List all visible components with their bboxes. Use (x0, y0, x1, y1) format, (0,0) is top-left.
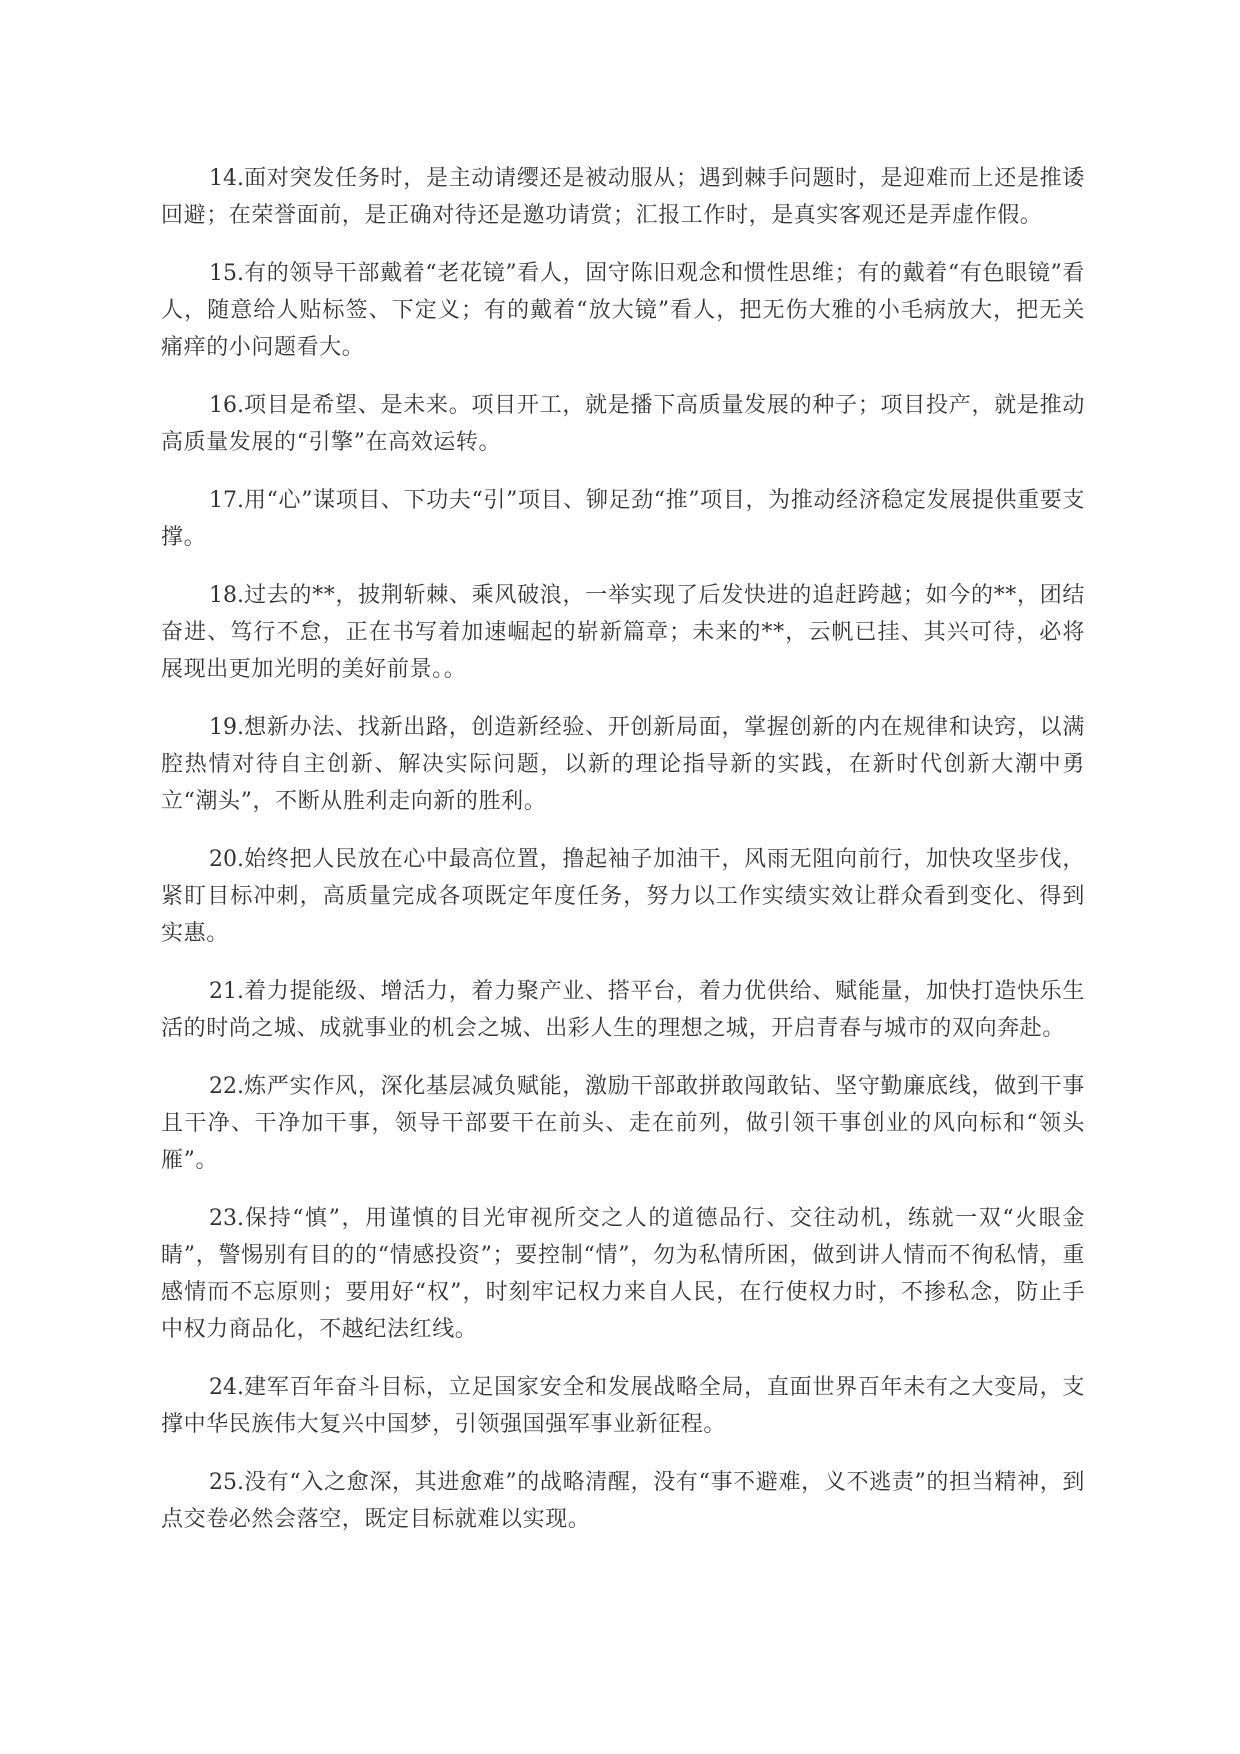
paragraph-number: 14. (209, 166, 244, 191)
paragraph-number: 22. (209, 1074, 244, 1099)
paragraph-text: 项目是希望、是未来。项目开工，就是播下高质量发展的种子；项目投产，就是推动高质量发展的“引擎”在高效运转。 (161, 393, 1085, 455)
paragraph-24 (161, 1369, 1085, 1443)
document-body (161, 160, 1085, 1559)
paragraph-15 (161, 255, 1085, 366)
paragraph-number: 24. (209, 1375, 244, 1400)
paragraph-number: 15. (209, 261, 244, 286)
paragraph-17 (161, 482, 1085, 556)
paragraph-19 (161, 709, 1085, 820)
paragraph-number: 16. (209, 393, 244, 418)
paragraph-21 (161, 973, 1085, 1047)
paragraph-23 (161, 1200, 1085, 1348)
paragraph-16 (161, 387, 1085, 461)
paragraph-18 (161, 577, 1085, 688)
paragraph-20 (161, 841, 1085, 952)
paragraph-text: 保持“慎”，用谨慎的目光审视所交之人的道德品行、交往动机，练就一双“火眼金睛”，警惕别有目的的“情感投资”；要控制“情”，勿为私情所困，做到讲人情而不徇私情，重感情而不忘原则；要用好“权”，时刻牢记权力来自人民，在行使权力时，不掺私念，防止手中权力商品化，不越纪法红线。 (161, 1206, 1085, 1342)
paragraph-text: 始终把人民放在心中最高位置，撸起袖子加油干，风雨无阻向前行，加快攻坚步伐，紧盯目标冲刺，高质量完成各项既定年度任务，努力以工作实绩实效让群众看到变化、得到实惠。 (161, 847, 1085, 946)
paragraph-text: 用“心”谋项目、下功夫“引”项目、铆足劲“推”项目，为推动经济稳定发展提供重要支撑。 (161, 488, 1085, 550)
paragraph-number: 21. (209, 979, 244, 1004)
paragraph-text: 着力提能级、增活力，着力聚产业、搭平台，着力优供给、赋能量，加快打造快乐生活的时尚之城、成就事业的机会之城、出彩人生的理想之城，开启青春与城市的双向奔赴。 (161, 979, 1085, 1041)
paragraph-number: 25. (209, 1470, 244, 1495)
paragraph-text: 没有“入之愈深，其进愈难”的战略清醒，没有“事不避难，义不逃责”的担当精神，到点交卷必然会落空，既定目标就难以实现。 (161, 1470, 1085, 1532)
paragraph-text: 想新办法、找新出路，创造新经验、开创新局面，掌握创新的内在规律和诀窍，以满腔热情对待自主创新、解决实际问题，以新的理论指导新的实践，在新时代创新大潮中勇立“潮头”，不断从胜利走向新的胜利。 (161, 715, 1085, 814)
paragraph-number: 23. (209, 1206, 244, 1231)
paragraph-number: 17. (209, 488, 244, 513)
paragraph-text: 有的领导干部戴着“老花镜”看人，固守陈旧观念和惯性思维；有的戴着“有色眼镜”看人，随意给人贴标签、下定义；有的戴着“放大镜”看人，把无伤大雅的小毛病放大，把无关痛痒的小问题看大。 (161, 261, 1085, 360)
paragraph-22 (161, 1068, 1085, 1179)
paragraph-number: 20. (209, 847, 244, 872)
paragraph-text: 过去的**，披荆斩棘、乘风破浪，一举实现了后发快进的追赶跨越；如今的**，团结奋进、笃行不怠，正在书写着加速崛起的崭新篇章；未来的**，云帆已挂、其兴可待，必将展现出更加光明的美好前景。。 (161, 583, 1085, 682)
paragraph-number: 18. (209, 583, 244, 608)
paragraph-25 (161, 1464, 1085, 1538)
paragraph-text: 建军百年奋斗目标，立足国家安全和发展战略全局，直面世界百年未有之大变局，支撑中华民族伟大复兴中国梦，引领强国强军事业新征程。 (161, 1375, 1085, 1437)
paragraph-14 (161, 160, 1085, 234)
paragraph-number: 19. (209, 715, 244, 740)
paragraph-text: 炼严实作风，深化基层减负赋能，激励干部敢拼敢闯敢钻、坚守勤廉底线，做到干事且干净、干净加干事，领导干部要干在前头、走在前列，做引领干事创业的风向标和“领头雁”。 (161, 1074, 1085, 1173)
paragraph-text: 面对突发任务时，是主动请缨还是被动服从；遇到棘手问题时，是迎难而上还是推诿回避；在荣誉面前，是正确对待还是邀功请赏；汇报工作时，是真实客观还是弄虚作假。 (161, 166, 1085, 228)
